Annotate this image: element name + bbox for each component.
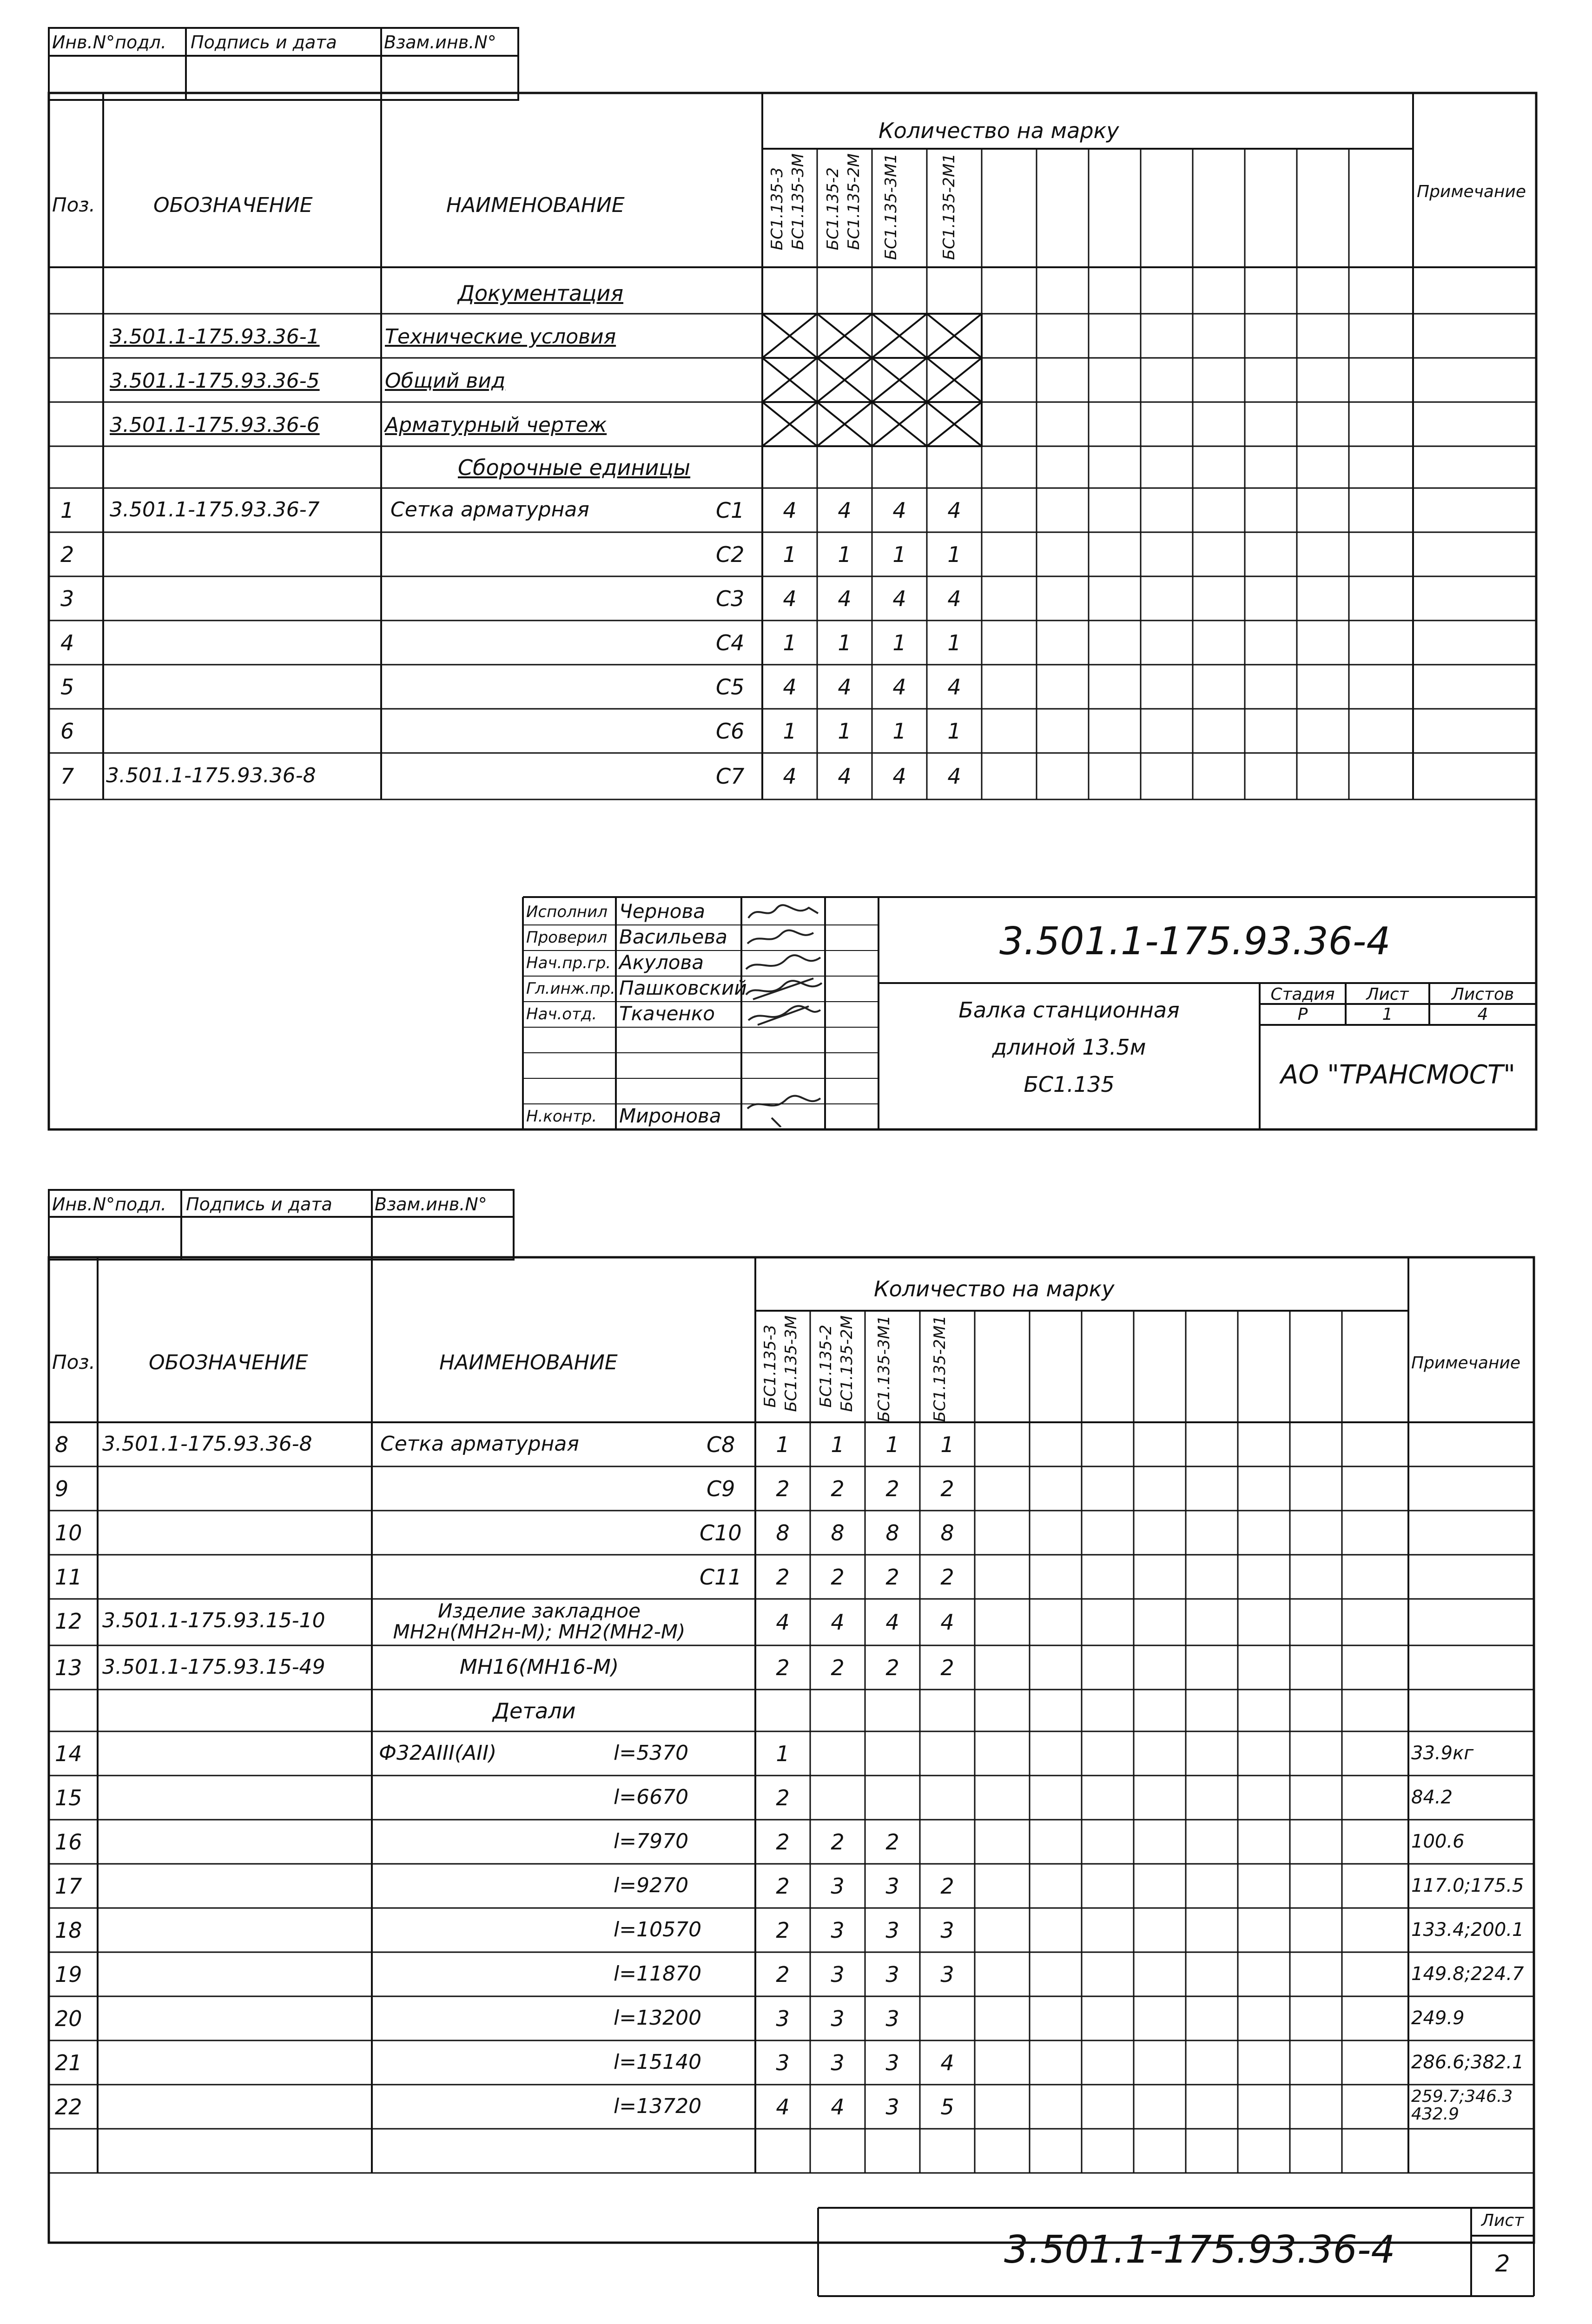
tb-role: Н.контр. (526, 1107, 597, 1126)
qty-cell: 4 (892, 674, 906, 700)
detail-pos: 17 (55, 1874, 82, 1899)
tb-role: Нач.пр.гр. (526, 954, 611, 972)
qty-cell: 3 (776, 2050, 790, 2075)
row-code: С5 (716, 674, 745, 700)
doc-oboz: 3.501.1-175.93.36-5 (110, 369, 320, 393)
doc-name: Технические условия (385, 325, 616, 349)
qty-cell: 3 (940, 1917, 954, 1943)
qty-cell: 1 (783, 541, 797, 567)
detail-len: l=11870 (614, 1962, 702, 1986)
row-code: С8 (707, 1432, 735, 1457)
qty-cell: 1 (783, 630, 797, 655)
detail-len: l=9270 (614, 1874, 689, 1897)
qty-cell: 4 (947, 764, 961, 789)
detail-note: 117.0;175.5 (1411, 1875, 1524, 1896)
row-code: С11 (700, 1565, 742, 1590)
qty-cell: 2 (831, 1476, 845, 1501)
qty-cell: 3 (885, 2006, 899, 2031)
qty-cell: 3 (885, 1961, 899, 1987)
qty-cell: 3 (885, 1917, 899, 1943)
row-pos: 4 (60, 630, 74, 655)
tb-role: Исполнил (526, 903, 608, 921)
qty-cell: 2 (940, 1476, 954, 1501)
row-pos: 6 (60, 719, 74, 744)
qty-cell: 4 (838, 764, 852, 789)
row-pos: 12 (55, 1609, 82, 1634)
detail-len: l=10570 (614, 1918, 702, 1941)
mark-label: БС1.135-2М (838, 1315, 856, 1412)
qty-cell: 3 (885, 2094, 899, 2119)
stamp-podpis: Подпись и дата (186, 1194, 332, 1215)
row-oboz: 3.501.1-175.93.36-8 (106, 764, 316, 787)
qty-cell: 4 (892, 764, 906, 789)
detail-pos: 14 (55, 1741, 82, 1766)
row-pos: 3 (60, 586, 74, 611)
row-oboz: 3.501.1-175.93.15-10 (102, 1609, 325, 1632)
header-oboznachenie: ОБОЗНАЧЕНИЕ (153, 193, 313, 217)
detail-len: l=13720 (614, 2094, 702, 2118)
qty-cell: 4 (947, 497, 961, 523)
qty-cell: 2 (940, 1873, 954, 1899)
qty-cell: 4 (947, 674, 961, 700)
detail-note: 84.2 (1411, 1787, 1453, 1808)
tb-role: Проверил (526, 928, 608, 947)
qty-cell: 3 (885, 1873, 899, 1899)
qty-cell: 1 (838, 718, 852, 744)
row-name-2: МН2н(МН2н-М); МН2(МН2-М) (393, 1620, 686, 1643)
row-pos: 10 (55, 1520, 82, 1545)
tb-stadia-label: Стадия (1270, 985, 1335, 1004)
row-pos: 11 (55, 1565, 82, 1590)
qty-cell: 1 (776, 1432, 790, 1457)
detail-len: l=13200 (614, 2006, 702, 2030)
row-pos: 1 (60, 498, 74, 523)
qty-cell: 4 (776, 1610, 790, 1635)
qty-cell: 4 (885, 1610, 899, 1635)
row-oboz: 3.501.1-175.93.15-49 (102, 1655, 325, 1679)
row-name: Изделие закладное (437, 1599, 641, 1622)
qty-cell: 1 (838, 630, 852, 655)
qty-cell: 2 (776, 1785, 790, 1810)
qty-cell: 4 (783, 586, 797, 611)
tb-list: 1 (1382, 1005, 1393, 1024)
mark-label: БС1.135-2 (824, 167, 842, 251)
qty-cell: 3 (885, 2050, 899, 2075)
row-pos: 13 (55, 1655, 82, 1680)
detail-name: Ф32АIII(АII) (379, 1741, 497, 1765)
qty-cell: 1 (831, 1432, 845, 1457)
qty-cell: 1 (947, 541, 961, 567)
qty-cell: 2 (885, 1829, 899, 1855)
qty-cell: 8 (776, 1520, 790, 1545)
qty-cell: 2 (885, 1655, 899, 1680)
qty-cell: 4 (838, 497, 852, 523)
detail-pos: 15 (55, 1785, 82, 1810)
row-pos: 5 (60, 674, 74, 700)
bottom-sheet (0, 1162, 1592, 2324)
mark-label: БС1.135-3М (789, 153, 807, 250)
qty-cell: 1 (783, 718, 797, 744)
tb-role: Гл.инж.пр. (526, 979, 615, 998)
qty-cell: 1 (947, 630, 961, 655)
detail-note: 100.6 (1411, 1831, 1465, 1852)
row-code: С7 (716, 764, 745, 789)
row-pos: 8 (55, 1432, 69, 1457)
detail-note: 259.7;346.3 432.9 (1411, 2087, 1513, 2124)
header-qty-title: Количество на марку (874, 1276, 1115, 1301)
qty-cell: 2 (885, 1476, 899, 1501)
detail-note: 133.4;200.1 (1411, 1919, 1524, 1941)
row-pos: 9 (55, 1476, 69, 1501)
detail-pos: 16 (55, 1829, 82, 1855)
detail-note: 149.8;224.7 (1411, 1963, 1524, 1985)
qty-cell: 4 (892, 497, 906, 523)
mark-label: БС1.135-3 (761, 1325, 779, 1408)
tb-doc-number: 3.501.1-175.93.36-4 (999, 919, 1391, 964)
row-code: С4 (716, 630, 745, 655)
qty-cell: 3 (776, 2006, 790, 2031)
qty-cell: 4 (783, 674, 797, 700)
signatures (744, 899, 823, 1127)
detail-note: 249.9 (1411, 2007, 1465, 2029)
qty-cell: 2 (831, 1655, 845, 1680)
row-code: С2 (716, 542, 745, 567)
qty-cell: 3 (831, 2006, 845, 2031)
header-naimenovanie: НАИМЕНОВАНИЕ (446, 193, 625, 217)
qty-cell: 1 (940, 1432, 954, 1457)
stamp-podpis: Подпись и дата (191, 32, 337, 53)
row-oboz: 3.501.1-175.93.36-8 (102, 1432, 312, 1456)
tb-list-label: Лист (1366, 985, 1409, 1004)
detail-pos: 18 (55, 1918, 82, 1943)
tb-role: Нач.отд. (526, 1005, 597, 1023)
doc-oboz: 3.501.1-175.93.36-6 (110, 413, 320, 437)
qty-cell: 2 (776, 1917, 790, 1943)
detail-pos: 21 (55, 2050, 82, 2075)
tb-name: Ткаченко (619, 1002, 715, 1025)
qty-cell: 2 (776, 1564, 790, 1590)
qty-cell: 1 (838, 541, 852, 567)
qty-cell: 8 (940, 1520, 954, 1545)
qty-cell: 4 (838, 674, 852, 700)
qty-cell: 1 (892, 630, 906, 655)
row-oboz: 3.501.1-175.93.36-7 (110, 498, 320, 522)
qty-cell: 2 (776, 1655, 790, 1680)
row-code: С3 (716, 586, 745, 611)
mark-label: БС1.135-3 (768, 167, 786, 251)
detail-len: l=15140 (614, 2050, 702, 2074)
qty-cell: 2 (776, 1873, 790, 1899)
header-primechanie: Примечание (1417, 182, 1526, 201)
footer-list: 2 (1495, 2250, 1510, 2277)
detail-len: l=5370 (614, 1741, 689, 1765)
detail-len: l=6670 (614, 1785, 689, 1809)
tb-name: Чернова (619, 900, 705, 923)
row-code: С6 (716, 719, 745, 744)
tb-listov-label: Листов (1451, 985, 1514, 1004)
mark-label: БС1.135-3М (782, 1315, 800, 1412)
header-naimenovanie: НАИМЕНОВАНИЕ (439, 1351, 618, 1374)
tb-listov: 4 (1477, 1005, 1488, 1024)
qty-cell: 2 (776, 1961, 790, 1987)
header-pos: Поз. (52, 193, 95, 216)
tb-title-line: длиной 13.5м (992, 1035, 1146, 1060)
tb-name: Миронова (619, 1104, 721, 1127)
mark-label: БС1.135-2М1 (940, 153, 958, 260)
doc-oboz: 3.501.1-175.93.36-1 (110, 325, 320, 349)
qty-cell: 2 (831, 1829, 845, 1855)
stamp-vzam: Взам.инв.N° (375, 1194, 487, 1215)
row-name: МН16(МН16-М) (459, 1655, 619, 1679)
tb-org: АО "ТРАНСМОСТ" (1281, 1060, 1515, 1090)
qty-cell: 4 (892, 586, 906, 611)
section-details: Детали (493, 1698, 576, 1723)
top-sheet (0, 0, 1592, 1143)
qty-cell: 1 (892, 541, 906, 567)
qty-cell: 2 (885, 1564, 899, 1590)
qty-cell: 4 (831, 2094, 845, 2119)
qty-cell: 4 (838, 586, 852, 611)
detail-note: 286.6;382.1 (1411, 2052, 1524, 2073)
qty-cell: 2 (940, 1655, 954, 1680)
tb-name: Пашковский (619, 977, 747, 999)
doc-name: Общий вид (385, 369, 506, 393)
qty-cell: 4 (947, 586, 961, 611)
qty-cell: 2 (776, 1829, 790, 1855)
row-name: Сетка арматурная (390, 498, 589, 522)
qty-cell: 3 (940, 1961, 954, 1987)
qty-cell: 3 (831, 1961, 845, 1987)
header-qty-title: Количество на марку (879, 118, 1119, 143)
stamp-vzam: Взам.инв.N° (384, 32, 496, 53)
detail-pos: 20 (55, 2006, 82, 2031)
qty-cell: 2 (831, 1564, 845, 1590)
mark-label: БС1.135-2 (817, 1325, 835, 1408)
doc-name: Арматурный чертеж (385, 413, 607, 437)
row-name: Сетка арматурная (380, 1432, 579, 1456)
tb-name: Васильева (619, 925, 727, 948)
qty-cell: 8 (831, 1520, 845, 1545)
footer-doc-number: 3.501.1-175.93.36-4 (1004, 2228, 1395, 2272)
detail-len: l=7970 (614, 1829, 689, 1853)
qty-cell: 1 (947, 718, 961, 744)
row-code: С9 (707, 1476, 735, 1501)
tb-title-line: Балка станционная (958, 997, 1180, 1023)
qty-cell: 5 (940, 2094, 954, 2119)
row-pos: 7 (60, 764, 74, 789)
header-primechanie: Примечание (1411, 1353, 1521, 1373)
row-code: С10 (700, 1520, 742, 1545)
header-oboznachenie: ОБОЗНАЧЕНИЕ (149, 1351, 308, 1374)
row-pos: 2 (60, 542, 74, 567)
qty-cell: 3 (831, 2050, 845, 2075)
qty-cell: 1 (892, 718, 906, 744)
qty-cell: 4 (940, 2050, 954, 2075)
stamp-inv-podl: Инв.N°подл. (52, 1194, 166, 1215)
detail-note: 33.9кг (1411, 1743, 1474, 1764)
row-code: С1 (716, 498, 745, 523)
mark-label: БС1.135-2М (845, 153, 863, 250)
qty-cell: 2 (940, 1564, 954, 1590)
qty-cell: 4 (783, 764, 797, 789)
mark-label: БС1.135-2М1 (931, 1315, 949, 1422)
tb-title-line: БС1.135 (1024, 1072, 1115, 1097)
footer-list-label: Лист (1481, 2211, 1524, 2230)
mark-label: БС1.135-3М1 (882, 153, 900, 260)
detail-pos: 22 (55, 2094, 82, 2119)
qty-cell: 8 (885, 1520, 899, 1545)
tb-stadia: Р (1297, 1005, 1308, 1024)
section-docs: Документация (458, 281, 624, 306)
qty-cell: 4 (776, 2094, 790, 2119)
qty-cell: 2 (776, 1476, 790, 1501)
qty-cell: 3 (831, 1917, 845, 1943)
qty-cell: 1 (776, 1741, 790, 1766)
qty-cell: 1 (885, 1432, 899, 1457)
qty-cell: 4 (831, 1610, 845, 1635)
header-pos: Поз. (52, 1351, 95, 1373)
qty-cell: 4 (940, 1610, 954, 1635)
mark-label: БС1.135-3М1 (875, 1315, 893, 1422)
qty-cell: 4 (783, 497, 797, 523)
section-assembly: Сборочные единицы (458, 455, 691, 480)
detail-pos: 19 (55, 1962, 82, 1987)
qty-cell: 3 (831, 1873, 845, 1899)
tb-name: Акулова (619, 951, 704, 974)
stamp-inv-podl: Инв.N°подл. (52, 32, 166, 53)
